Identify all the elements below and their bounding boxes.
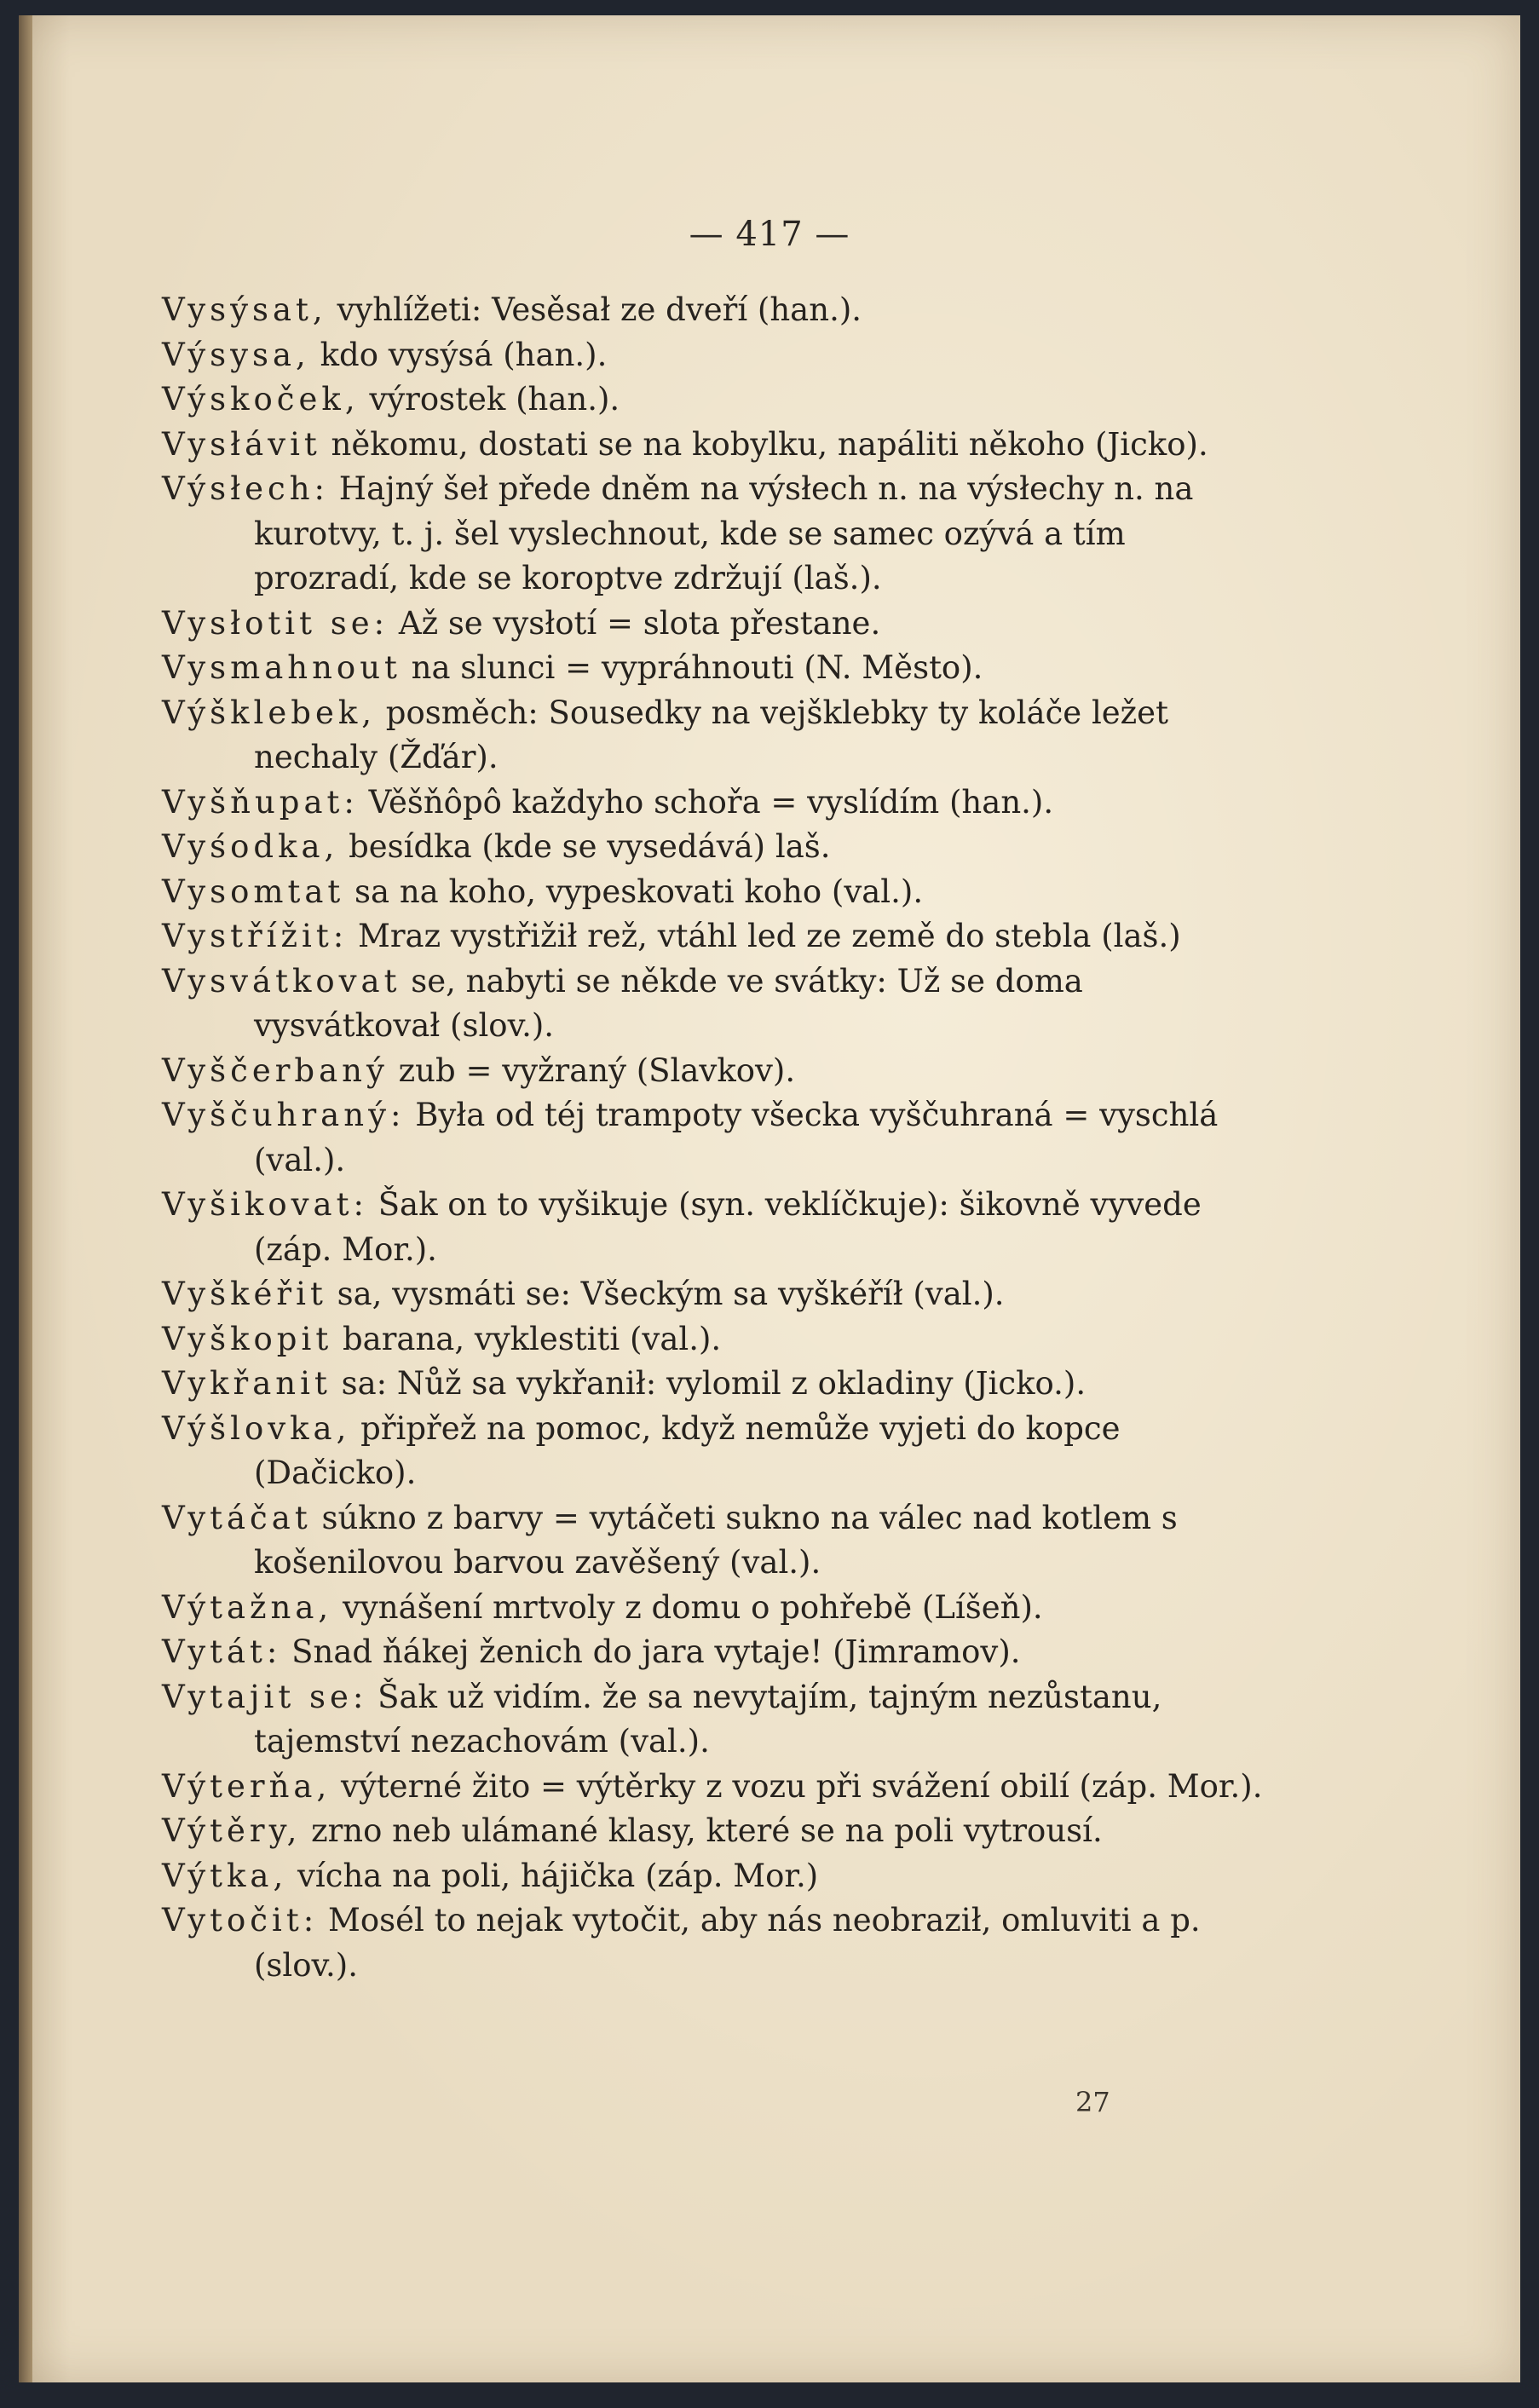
entry-definition: Až se vysłotí = slota přestane. [398, 604, 881, 642]
entry-definition: Była od téj trampoty všecka vyščuhraná = vyschlá (val.). [254, 1097, 1219, 1178]
dictionary-entry [162, 1809, 1278, 1854]
entry-headword: Vystřížit: [162, 918, 349, 954]
entry-definition: súkno z barvy = vytáčeti sukno na válec nad kotlem s košenilovou barvou zavěšený (val.). [254, 1499, 1178, 1581]
dictionary-entry [162, 1272, 1278, 1317]
dictionary-entry [162, 1898, 1278, 1988]
entry-headword: Vytáčat [162, 1499, 312, 1536]
dictionary-entry [162, 1317, 1278, 1362]
entry-headword: Vyščerbaný [162, 1051, 389, 1089]
entry-headword: Vyščuhraný: [162, 1097, 406, 1133]
dictionary-entry [162, 333, 1278, 378]
page-number: — 417 — [689, 215, 850, 254]
entry-headword: Vysmahnout [162, 649, 401, 686]
entry-headword: Vyśodka, [162, 828, 339, 865]
entry-headword: Výtka, [162, 1857, 288, 1894]
entry-definition: posměch: Sousedky na vejšklebky ty koláče ležet nechaly (Žďár). [254, 694, 1168, 775]
entry-headword: Vytočit: [162, 1902, 319, 1938]
entry-headword: Výšlovka, [162, 1409, 351, 1447]
entry-headword: Výšklebek, [162, 694, 377, 731]
dictionary-entry [162, 1586, 1278, 1631]
dictionary-entry [162, 914, 1278, 959]
dictionary-entry [162, 959, 1278, 1049]
dictionary-entry [162, 1362, 1278, 1407]
entry-headword: Výskoček, [162, 381, 360, 418]
printer-signature-mark: 27 [1075, 2086, 1110, 2118]
dictionary-entry [162, 377, 1278, 423]
entry-definition: zrno neb ulámané klasy, které se na poli vytrousí. [311, 1812, 1103, 1849]
entry-headword: Vyškéřit [162, 1276, 327, 1312]
entry-headword: Vykřanit [162, 1365, 331, 1402]
dictionary-entry [162, 1630, 1278, 1675]
entry-definition: sa na koho, vypeskovati koho (val.). [354, 873, 924, 910]
entry-definition: výterné žito = výtěrky z vozu při svážení obilí (záp. Mor.). [341, 1767, 1263, 1805]
dictionary-entry [162, 1407, 1278, 1496]
entry-headword: Výsłech: [162, 470, 330, 507]
dictionary-entry [162, 1496, 1278, 1586]
entry-definition: vyhlížeti: Vesěsał ze dveří (han.). [337, 291, 862, 328]
entry-definition: vynášení mrtvoly z domu o pohřebě (Líšeň). [342, 1588, 1043, 1626]
entry-headword: Výtažna, [162, 1588, 333, 1626]
dictionary-entry [162, 781, 1278, 826]
entry-definition: Snad ňákej ženich do jara vytaje! (Jimramov). [291, 1633, 1021, 1670]
dictionary-entry [162, 646, 1278, 691]
entry-headword: Vysłávit [162, 425, 321, 463]
dictionary-entry [162, 288, 1278, 333]
entry-headword: Vyšňupat: [162, 783, 359, 821]
dictionary-entry [162, 1093, 1278, 1183]
dictionary-entry [162, 1854, 1278, 1899]
entry-definition: Šak už vidím. že sa nevytajím, tajným nezůstanu, tajemství nezachovám (val.). [254, 1678, 1162, 1760]
entry-headword: Vysomtat [162, 873, 345, 910]
entry-definition: kdo vysýsá (han.). [320, 336, 608, 373]
entry-definition: sa: Nůž sa vykřanił: vylomil z okladiny (Jicko.). [341, 1365, 1087, 1402]
entry-definition: vícha na poli, hájička (záp. Mor.) [297, 1857, 819, 1894]
entry-definition: barana, vyklestiti (val.). [342, 1320, 722, 1357]
entry-headword: Vytajit se: [162, 1678, 368, 1715]
entry-definition: Věšňôpô každyho schořa = vyslídím (han.). [368, 783, 1054, 821]
page-binding-edge [19, 15, 32, 2382]
entry-headword: Vysvátkovat [162, 962, 401, 999]
entry-definition: Mraz vystřižił rež, vtáhl led ze země do stebla (laš.) [357, 918, 1181, 954]
entry-headword: Vyšikovat: [162, 1186, 368, 1223]
entry-headword: Vyškopit [162, 1320, 333, 1357]
dictionary-entry [162, 1765, 1278, 1810]
dictionary-entry [162, 467, 1278, 602]
entry-definition: někomu, dostati se na kobylku, napáliti někoho (Jicko). [331, 425, 1208, 463]
entry-headword: Výsysa, [162, 336, 310, 373]
entry-definition: sa, vysmáti se: Všeckým sa vyškéříł (val.). [337, 1276, 1005, 1312]
entry-headword: Výtěry, [162, 1812, 302, 1849]
entry-definition: na slunci = vypráhnouti (N. Město). [411, 649, 983, 686]
entry-definition: besídka (kde se vysedává) laš. [349, 828, 831, 865]
dictionary-entry [162, 1675, 1278, 1765]
entry-definition: připřež na pomoc, když nemůže vyjeti do kopce (Dačicko). [254, 1409, 1121, 1491]
entry-headword: Vysłotit se: [162, 604, 389, 642]
entry-definition: Mosél to nejak vytočit, aby nás neobraził, omluviti a p. (slov.). [254, 1902, 1201, 1984]
entry-definition: výrostek (han.). [369, 381, 620, 418]
entry-definition: zub = vyžraný (Slavkov). [398, 1051, 796, 1089]
dictionary-entry [162, 691, 1278, 781]
entry-headword: Výterňa, [162, 1767, 331, 1805]
dictionary-entry [162, 870, 1278, 915]
entry-headword: Vytát: [162, 1633, 282, 1670]
entry-definition: se, nabyti se někde ve svátky: Už se doma vysvátkovał (slov.). [254, 962, 1083, 1044]
entry-definition: Hajný šeł přede dněm na výsłech n. na výsłechy n. na kurotvy, t. j. šel vyslechnout, kde se samec ozývá a tím prozradí, kde se koroptve zdržují (laš.). [254, 470, 1194, 596]
dictionary-entry [162, 602, 1278, 647]
dictionary-entries [162, 288, 1278, 1988]
dictionary-entry [162, 423, 1278, 468]
dictionary-entry [162, 1183, 1278, 1272]
entry-definition: Šak on to vyšikuje (syn. veklíčkuje): šikovně vyvede (záp. Mor.). [254, 1186, 1202, 1268]
dictionary-entry [162, 1049, 1278, 1094]
entry-headword: Vysýsat, [162, 291, 327, 328]
dictionary-entry [162, 825, 1278, 870]
